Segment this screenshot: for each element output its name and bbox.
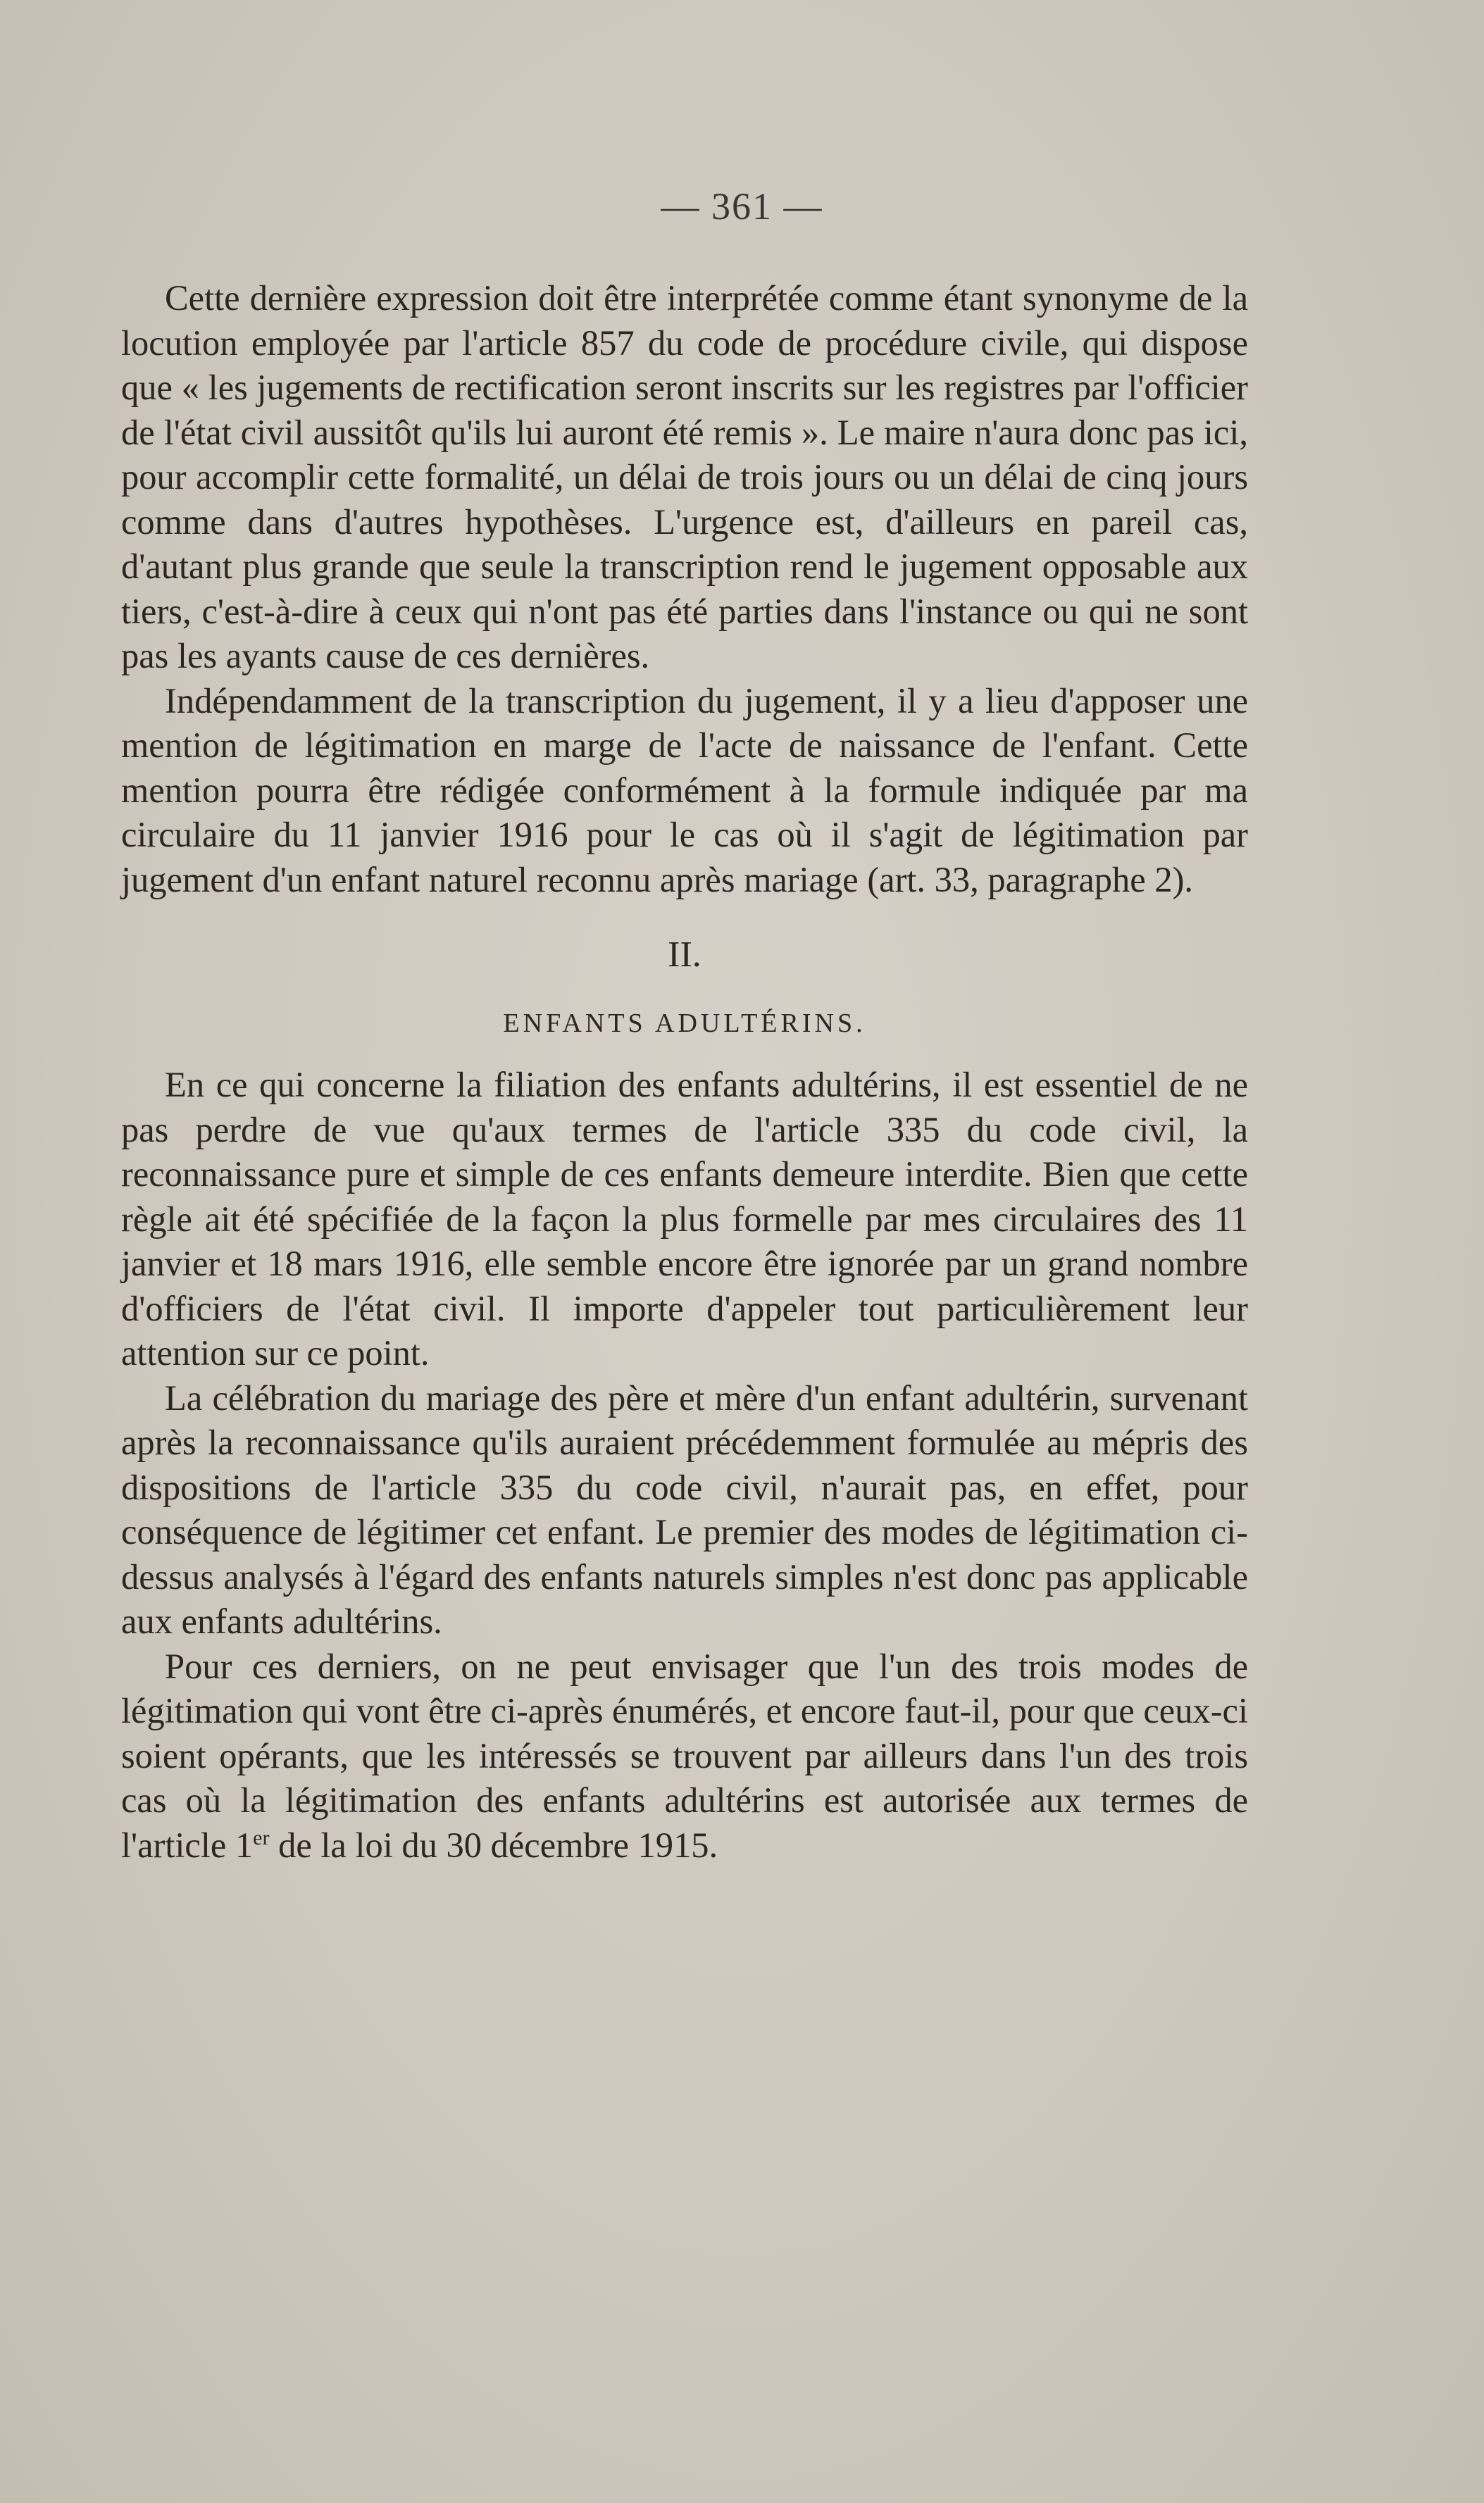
superscript-er: er <box>253 1825 270 1849</box>
paragraph-legitimation-modes <box>121 1644 1248 1868</box>
paragraph-text-start: Pour ces derniers, on ne peut envisager que l'un des trois modes de légitimation qui vont être ci-après énumérés, et encore faut-il, pour que ceux-ci soient opérants, que les intéressés se trouvent par ailleurs dans l'un des trois cas où la légitimation des enfants adultérins est autorisée aux termes de l'article 1 <box>121 1646 1248 1865</box>
section-title: ENFANTS ADULTÉRINS. <box>503 1009 866 1038</box>
paragraph-text-end: de la loi du 30 décembre 1915. <box>269 1825 718 1865</box>
paragraph-legitimation-mention: Indépendamment de la transcription du jugement, il y a lieu d'apposer une mention de légitimation en marge de l'acte de naissance de l'enfant. Cette mention pourra être rédigée conformément à la formule indiquée par ma circulaire du 11 janvier 1916 pour le cas où il s'agit de légitimation par jugement d'un enfant naturel reconnu après mariage (art. 33, paragraphe 2). <box>121 680 1248 899</box>
page-number: — 361 — <box>661 185 823 227</box>
section-number: II. <box>668 935 702 975</box>
paragraph-adulterine-filiation: En ce qui concerne la filiation des enfants adultérins, il est essentiel de ne pas perdre de vue qu'aux termes de l'article 335 du code civil, la reconnaissance pure et simple de ces enfants demeure interdite. Bien que cette règle ait été spécifiée de la façon la plus formelle par mes circulaires des 11 janvier et 18 mars 1916, elle semble encore être ignorée par un grand nombre d'officiers de l'état civil. Il importe d'appeler tout particulièrement leur attention sur ce point. <box>121 1065 1248 1373</box>
body-text <box>121 276 1248 1868</box>
paragraph-marriage-celebration: La célébration du mariage des père et mère d'un enfant adultérin, survenant après la reconnaissance qu'ils auraient précédemment formulée au mépris des dispositions de l'article 335 du code civil, n'aurait pas, en effet, pour conséquence de légitimer cet enfant. Le premier des modes de légitimation ci-dessus analysés à l'égard des enfants naturels simples n'est donc pas applicable aux enfants adultérins. <box>121 1378 1248 1641</box>
paragraph-transcription-urgency: Cette dernière expression doit être interprétée comme étant synonyme de la locution employée par l'article 857 du code de procédure civile, qui dispose que « les jugements de rectification seront inscrits sur les registres par l'officier de l'état civil aussitôt qu'ils lui auront été remis ». Le maire n'aura donc pas ici, pour accomplir cette formalité, un délai de trois jours ou un délai de cinq jours comme dans d'autres hypothèses. L'urgence est, d'ailleurs en pareil cas, d'autant plus grande que seule la transcription rend le jugement opposable aux tiers, c'est-à-dire à ceux qui n'ont pas été parties dans l'instance ou qui ne sont pas les ayants cause de ces dernières. <box>121 278 1248 675</box>
